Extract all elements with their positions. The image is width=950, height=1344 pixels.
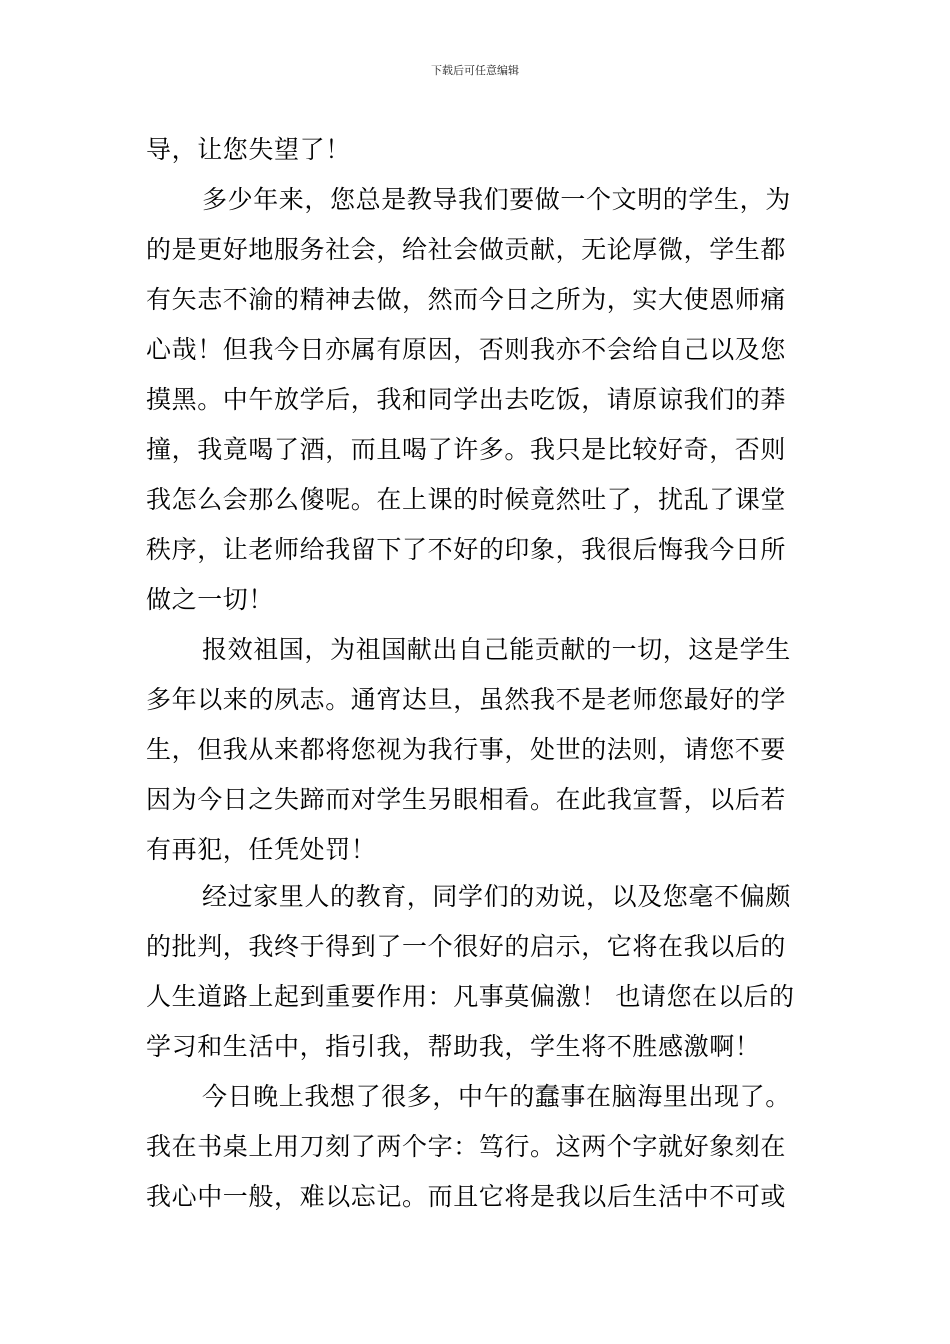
text-line: 多年以来的夙志。通宵达旦，虽然我不是老师您最好的学 [146, 685, 787, 714]
page-header: 下载后可任意编辑 [431, 64, 519, 77]
text-line: 有再犯，任凭处罚！ [146, 835, 377, 864]
text-line: 因为今日之失蹄而对学生另眼相看。在此我宣誓，以后若 [146, 785, 787, 814]
text-line: 做之一切！ [146, 585, 275, 614]
text-line: 人生道路上起到重要作用：凡事莫偏激！ 也请您在以后的 [146, 982, 795, 1011]
text-line: 学习和生活中，指引我，帮助我，学生将不胜感激啊！ [146, 1032, 761, 1061]
text-line: 摸黑。中午放学后，我和同学出去吃饭，请原谅我们的莽 [146, 385, 787, 414]
paragraph-first-line: 多少年来，您总是教导我们要做一个文明的学生，为 [202, 185, 791, 214]
text-line: 秩序，让老师给我留下了不好的印象，我很后悔我今日所 [146, 535, 787, 564]
text-line: 的批判，我终于得到了一个很好的启示，它将在我以后的 [146, 932, 787, 961]
paragraph-first-line: 报效祖国，为祖国献出自己能贡献的一切，这是学生 [202, 635, 791, 664]
text-line: 有矢志不渝的精神去做，然而今日之所为，实大使恩师痛 [146, 285, 787, 314]
paragraph-first-line: 今日晚上我想了很多，中午的蠢事在脑海里出现了。 [202, 1082, 791, 1111]
text-line: 我心中一般，难以忘记。而且它将是我以后生活中不可或 [146, 1182, 787, 1211]
text-line: 的是更好地服务社会，给社会做贡献，无论厚微，学生都 [146, 235, 787, 264]
text-line: 我怎么会那么傻呢。在上课的时候竟然吐了，扰乱了课堂 [146, 485, 787, 514]
text-line: 撞，我竟喝了酒，而且喝了许多。我只是比较好奇，否则 [146, 435, 787, 464]
text-line: 导，让您失望了！ [146, 135, 351, 164]
paragraph-first-line: 经过家里人的教育，同学们的劝说，以及您毫不偏颇 [202, 882, 791, 911]
text-line: 生，但我从来都将您视为我行事，处世的法则，请您不要 [146, 735, 787, 764]
text-line: 我在书桌上用刀刻了两个字：笃行。这两个字就好象刻在 [146, 1132, 787, 1161]
text-line: 心哉！但我今日亦属有原因，否则我亦不会给自己以及您 [146, 335, 787, 364]
